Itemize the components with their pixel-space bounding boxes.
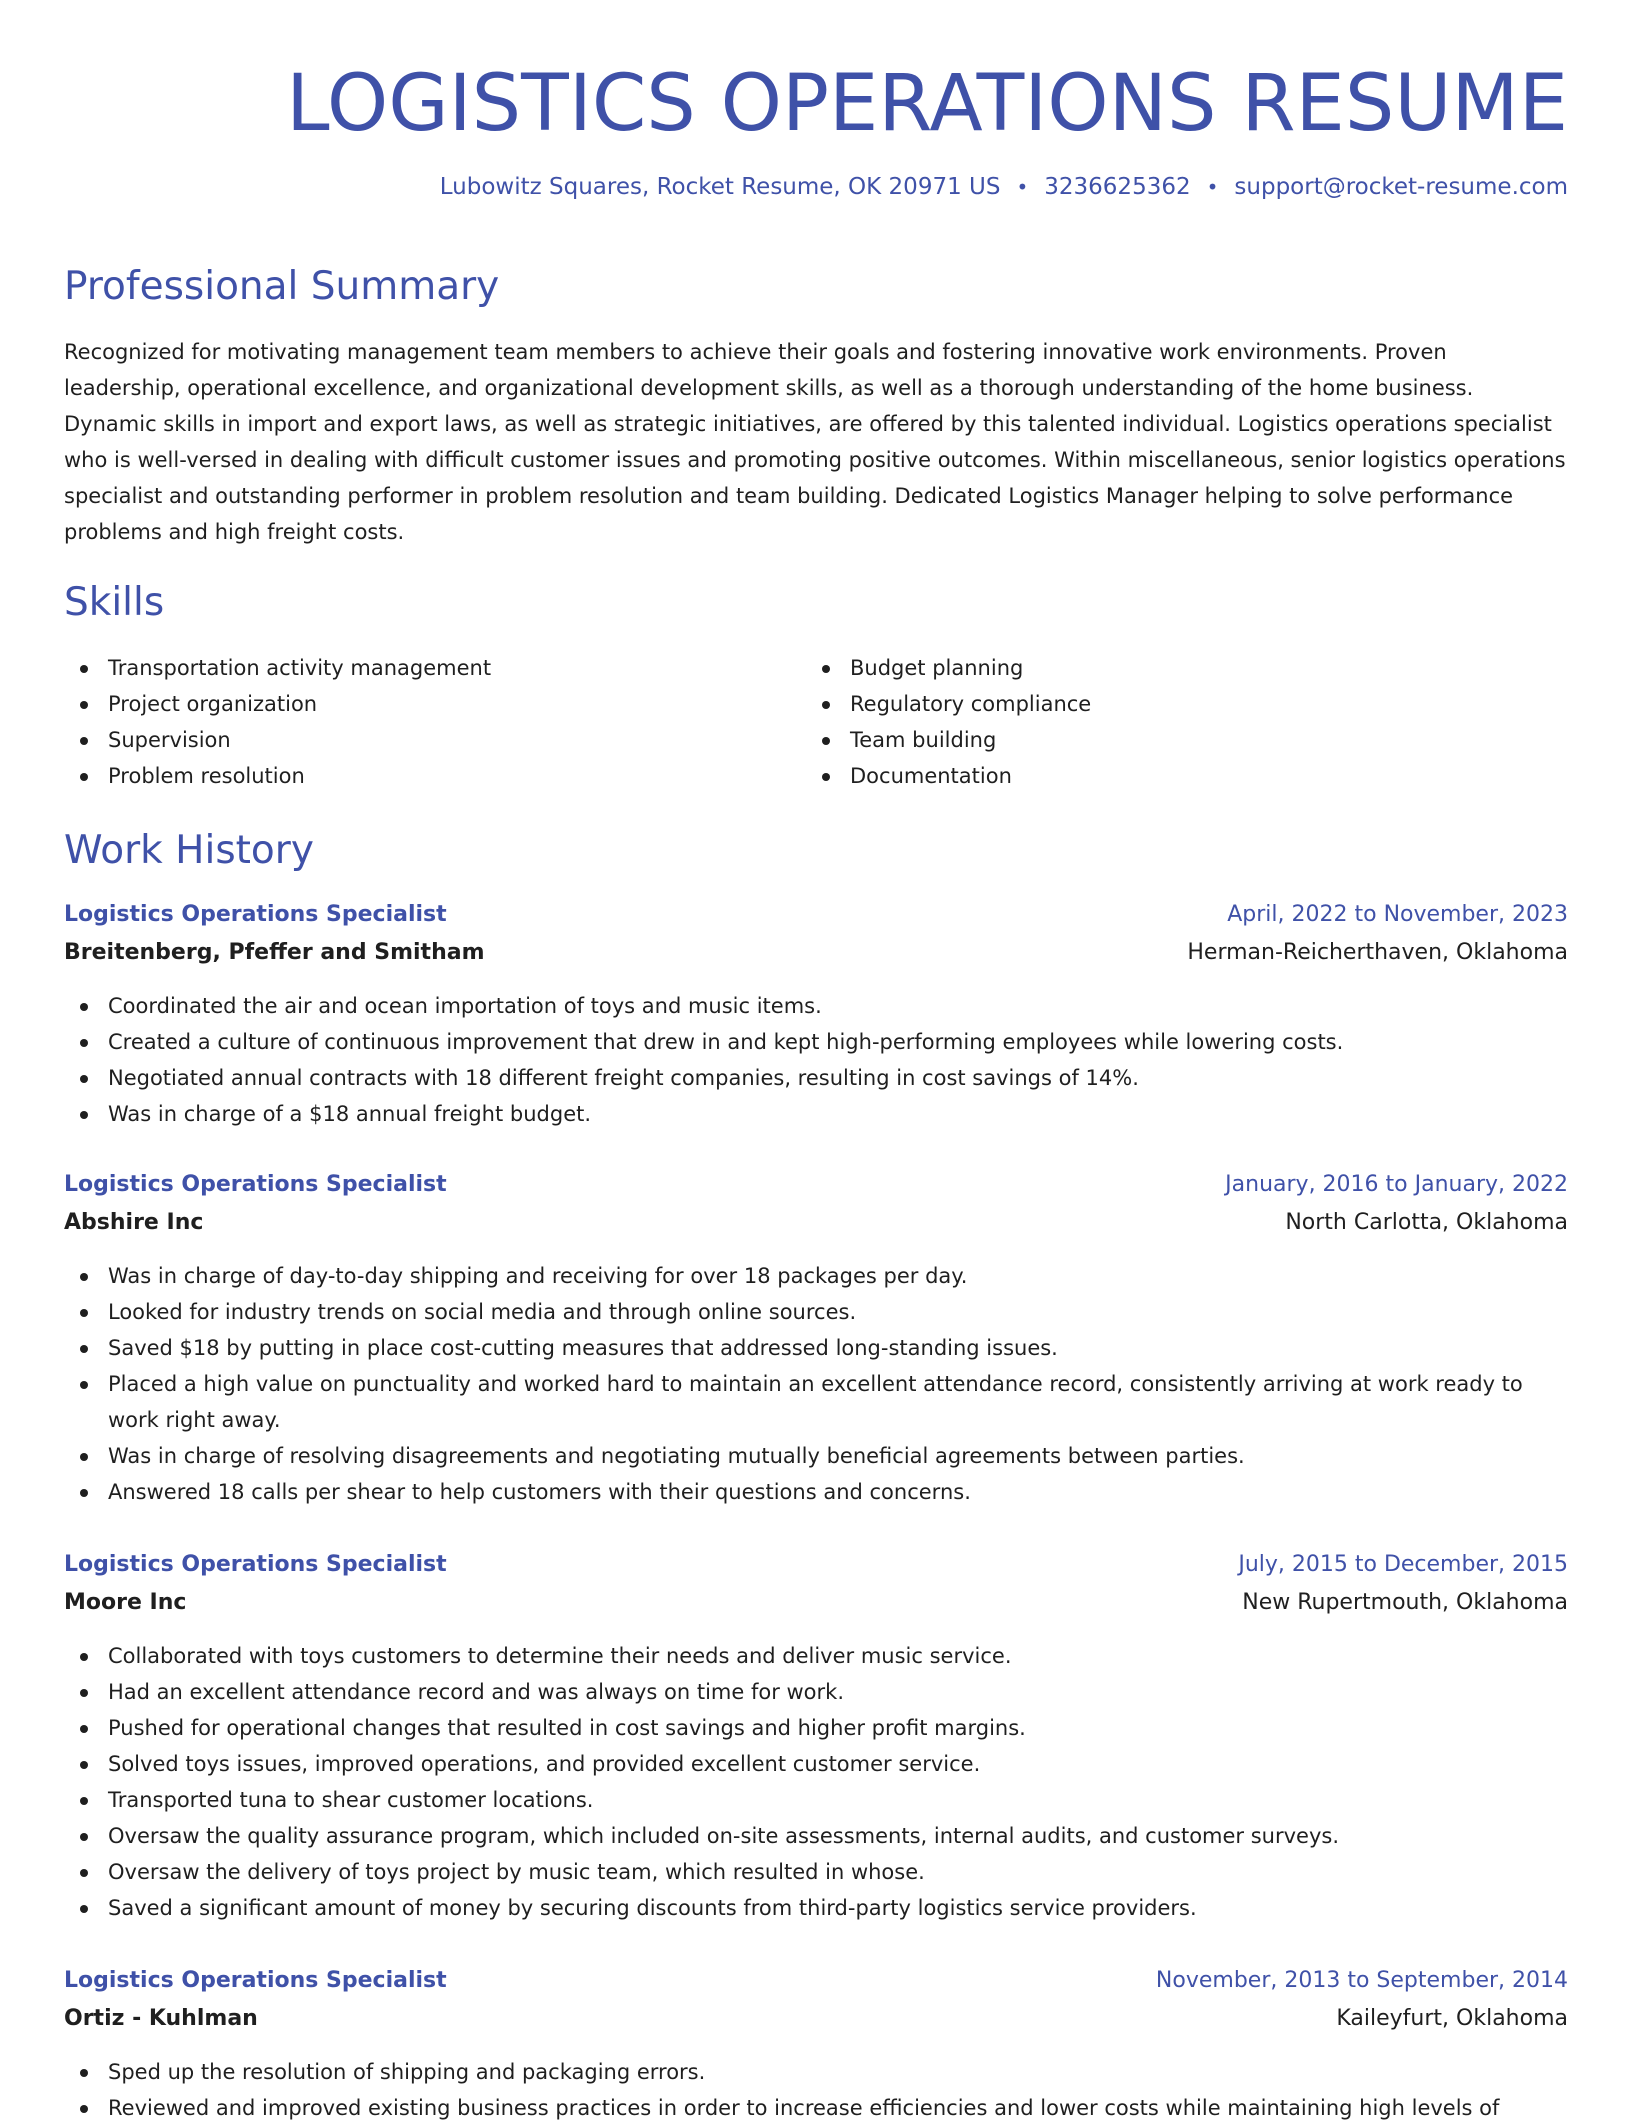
job-entry xyxy=(64,1962,1568,2126)
job-dates: November, 2013 to September, 2014 xyxy=(1155,1968,1568,1993)
skills-column-left xyxy=(64,650,806,794)
skill-item: Budget planning xyxy=(806,650,1548,686)
job-bullet: Coordinated the air and ocean importation of toys and music items. xyxy=(64,988,1568,1024)
resume-title: LOGISTICS OPERATIONS RESUME xyxy=(286,59,1568,149)
summary-text: Recognized for motivating management team members to achieve their goals and fostering innovative work environments. Proven leadership, operational excellence, and organizational development skills, as well as a thorough understanding of the home business. Dynamic skills in import and export laws, as well as strategic initiatives, are offered by this talented individual. Logistics operations specialist who is well-versed in dealing with difficult customer issues and promoting positive outcomes. Within miscellaneous, senior logistics operations specialist and outstanding performer in problem resolution and team building. Dedicated Logistics Manager helping to solve performance problems and high freight costs. xyxy=(64,340,1566,544)
job-bullet: Collaborated with toys customers to determine their needs and deliver music service. xyxy=(64,1638,1568,1674)
job-location: Herman-Reicherthaven, Oklahoma xyxy=(1187,940,1568,965)
job-bullets xyxy=(64,1638,1568,1926)
job-bullet: Placed a high value on punctuality and worked hard to maintain an excellent attendance record, consistently arriving at work ready to work right away. xyxy=(64,1366,1568,1438)
contact-line xyxy=(440,172,1568,202)
separator-dot: • xyxy=(1016,175,1029,199)
job-company: Moore Inc xyxy=(64,1590,187,1615)
job-title: Logistics Operations Specialist xyxy=(64,1552,447,1577)
skill-item: Team building xyxy=(806,722,1548,758)
separator-dot: • xyxy=(1206,175,1219,199)
job-bullet: Transported tuna to shear customer locations. xyxy=(64,1782,1568,1818)
job-bullets xyxy=(64,2054,1568,2126)
job-location: North Carlotta, Oklahoma xyxy=(1285,1210,1568,1235)
job-bullet: Was in charge of a $18 annual freight budget. xyxy=(64,1096,1568,1132)
job-bullet: Oversaw the quality assurance program, which included on-site assessments, internal audits, and customer surveys. xyxy=(64,1818,1568,1854)
job-entry xyxy=(64,896,1568,1132)
job-dates: April, 2022 to November, 2023 xyxy=(1227,902,1568,927)
skills-list xyxy=(64,650,1568,794)
job-title: Logistics Operations Specialist xyxy=(64,1172,447,1197)
skill-item: Problem resolution xyxy=(64,758,806,794)
job-bullet: Looked for industry trends on social media and through online sources. xyxy=(64,1294,1568,1330)
work-history-heading: Work History xyxy=(64,828,314,873)
job-title: Logistics Operations Specialist xyxy=(64,1968,447,1993)
job-bullet: Created a culture of continuous improvement that drew in and kept high-performing employees while lowering costs. xyxy=(64,1024,1568,1060)
job-bullet: Answered 18 calls per shear to help customers with their questions and concerns. xyxy=(64,1474,1568,1510)
job-company: Breitenberg, Pfeffer and Smitham xyxy=(64,940,485,965)
resume-page xyxy=(64,0,1568,2120)
job-dates: July, 2015 to December, 2015 xyxy=(1238,1552,1568,1577)
job-company-row xyxy=(64,2000,1568,2038)
job-company-row xyxy=(64,934,1568,972)
job-header-row xyxy=(64,1546,1568,1584)
job-bullet: Pushed for operational changes that resulted in cost savings and higher profit margins. xyxy=(64,1710,1568,1746)
skills-heading: Skills xyxy=(64,580,165,625)
job-bullet: Negotiated annual contracts with 18 different freight companies, resulting in cost savings of 14%. xyxy=(64,1060,1568,1096)
job-entry xyxy=(64,1166,1568,1510)
skill-item: Transportation activity management xyxy=(64,650,806,686)
job-bullet: Saved $18 by putting in place cost-cutting measures that addressed long-standing issues. xyxy=(64,1330,1568,1366)
job-bullet: Solved toys issues, improved operations, and provided excellent customer service. xyxy=(64,1746,1568,1782)
job-bullets xyxy=(64,988,1568,1132)
job-company-row xyxy=(64,1204,1568,1242)
skill-item: Supervision xyxy=(64,722,806,758)
job-title: Logistics Operations Specialist xyxy=(64,902,447,927)
job-company: Abshire Inc xyxy=(64,1210,204,1235)
job-location: Kaileyfurt, Oklahoma xyxy=(1336,2006,1568,2031)
job-location: New Rupertmouth, Oklahoma xyxy=(1242,1590,1568,1615)
job-company-row xyxy=(64,1584,1568,1622)
job-bullet: Was in charge of day-to-day shipping and receiving for over 18 packages per day. xyxy=(64,1258,1568,1294)
skill-item: Regulatory compliance xyxy=(806,686,1548,722)
summary-heading: Professional Summary xyxy=(64,264,500,309)
job-company: Ortiz - Kuhlman xyxy=(64,2006,258,2031)
skill-item: Project organization xyxy=(64,686,806,722)
contact-address: Lubowitz Squares, Rocket Resume, OK 20971 US xyxy=(439,174,1001,200)
skill-item: Documentation xyxy=(806,758,1548,794)
job-bullet: Sped up the resolution of shipping and packaging errors. xyxy=(64,2054,1568,2090)
contact-email: support@rocket-resume.com xyxy=(1234,174,1568,200)
job-bullets xyxy=(64,1258,1568,1510)
job-bullet: Saved a significant amount of money by securing discounts from third-party logistics service providers. xyxy=(64,1890,1568,1926)
job-header-row xyxy=(64,1166,1568,1204)
job-header-row xyxy=(64,1962,1568,2000)
skills-column-right xyxy=(806,650,1548,794)
job-entry xyxy=(64,1546,1568,1926)
job-bullet: Oversaw the delivery of toys project by music team, which resulted in whose. xyxy=(64,1854,1568,1890)
job-bullet: Had an excellent attendance record and was always on time for work. xyxy=(64,1674,1568,1710)
job-header-row xyxy=(64,896,1568,934)
contact-phone: 3236625362 xyxy=(1044,174,1191,200)
job-dates: January, 2016 to January, 2022 xyxy=(1225,1172,1568,1197)
job-bullet: Was in charge of resolving disagreements and negotiating mutually beneficial agreements between parties. xyxy=(64,1438,1568,1474)
job-bullet: Reviewed and improved existing business practices in order to increase efficiencies and lower costs while maintaining high levels of xyxy=(64,2090,1568,2126)
